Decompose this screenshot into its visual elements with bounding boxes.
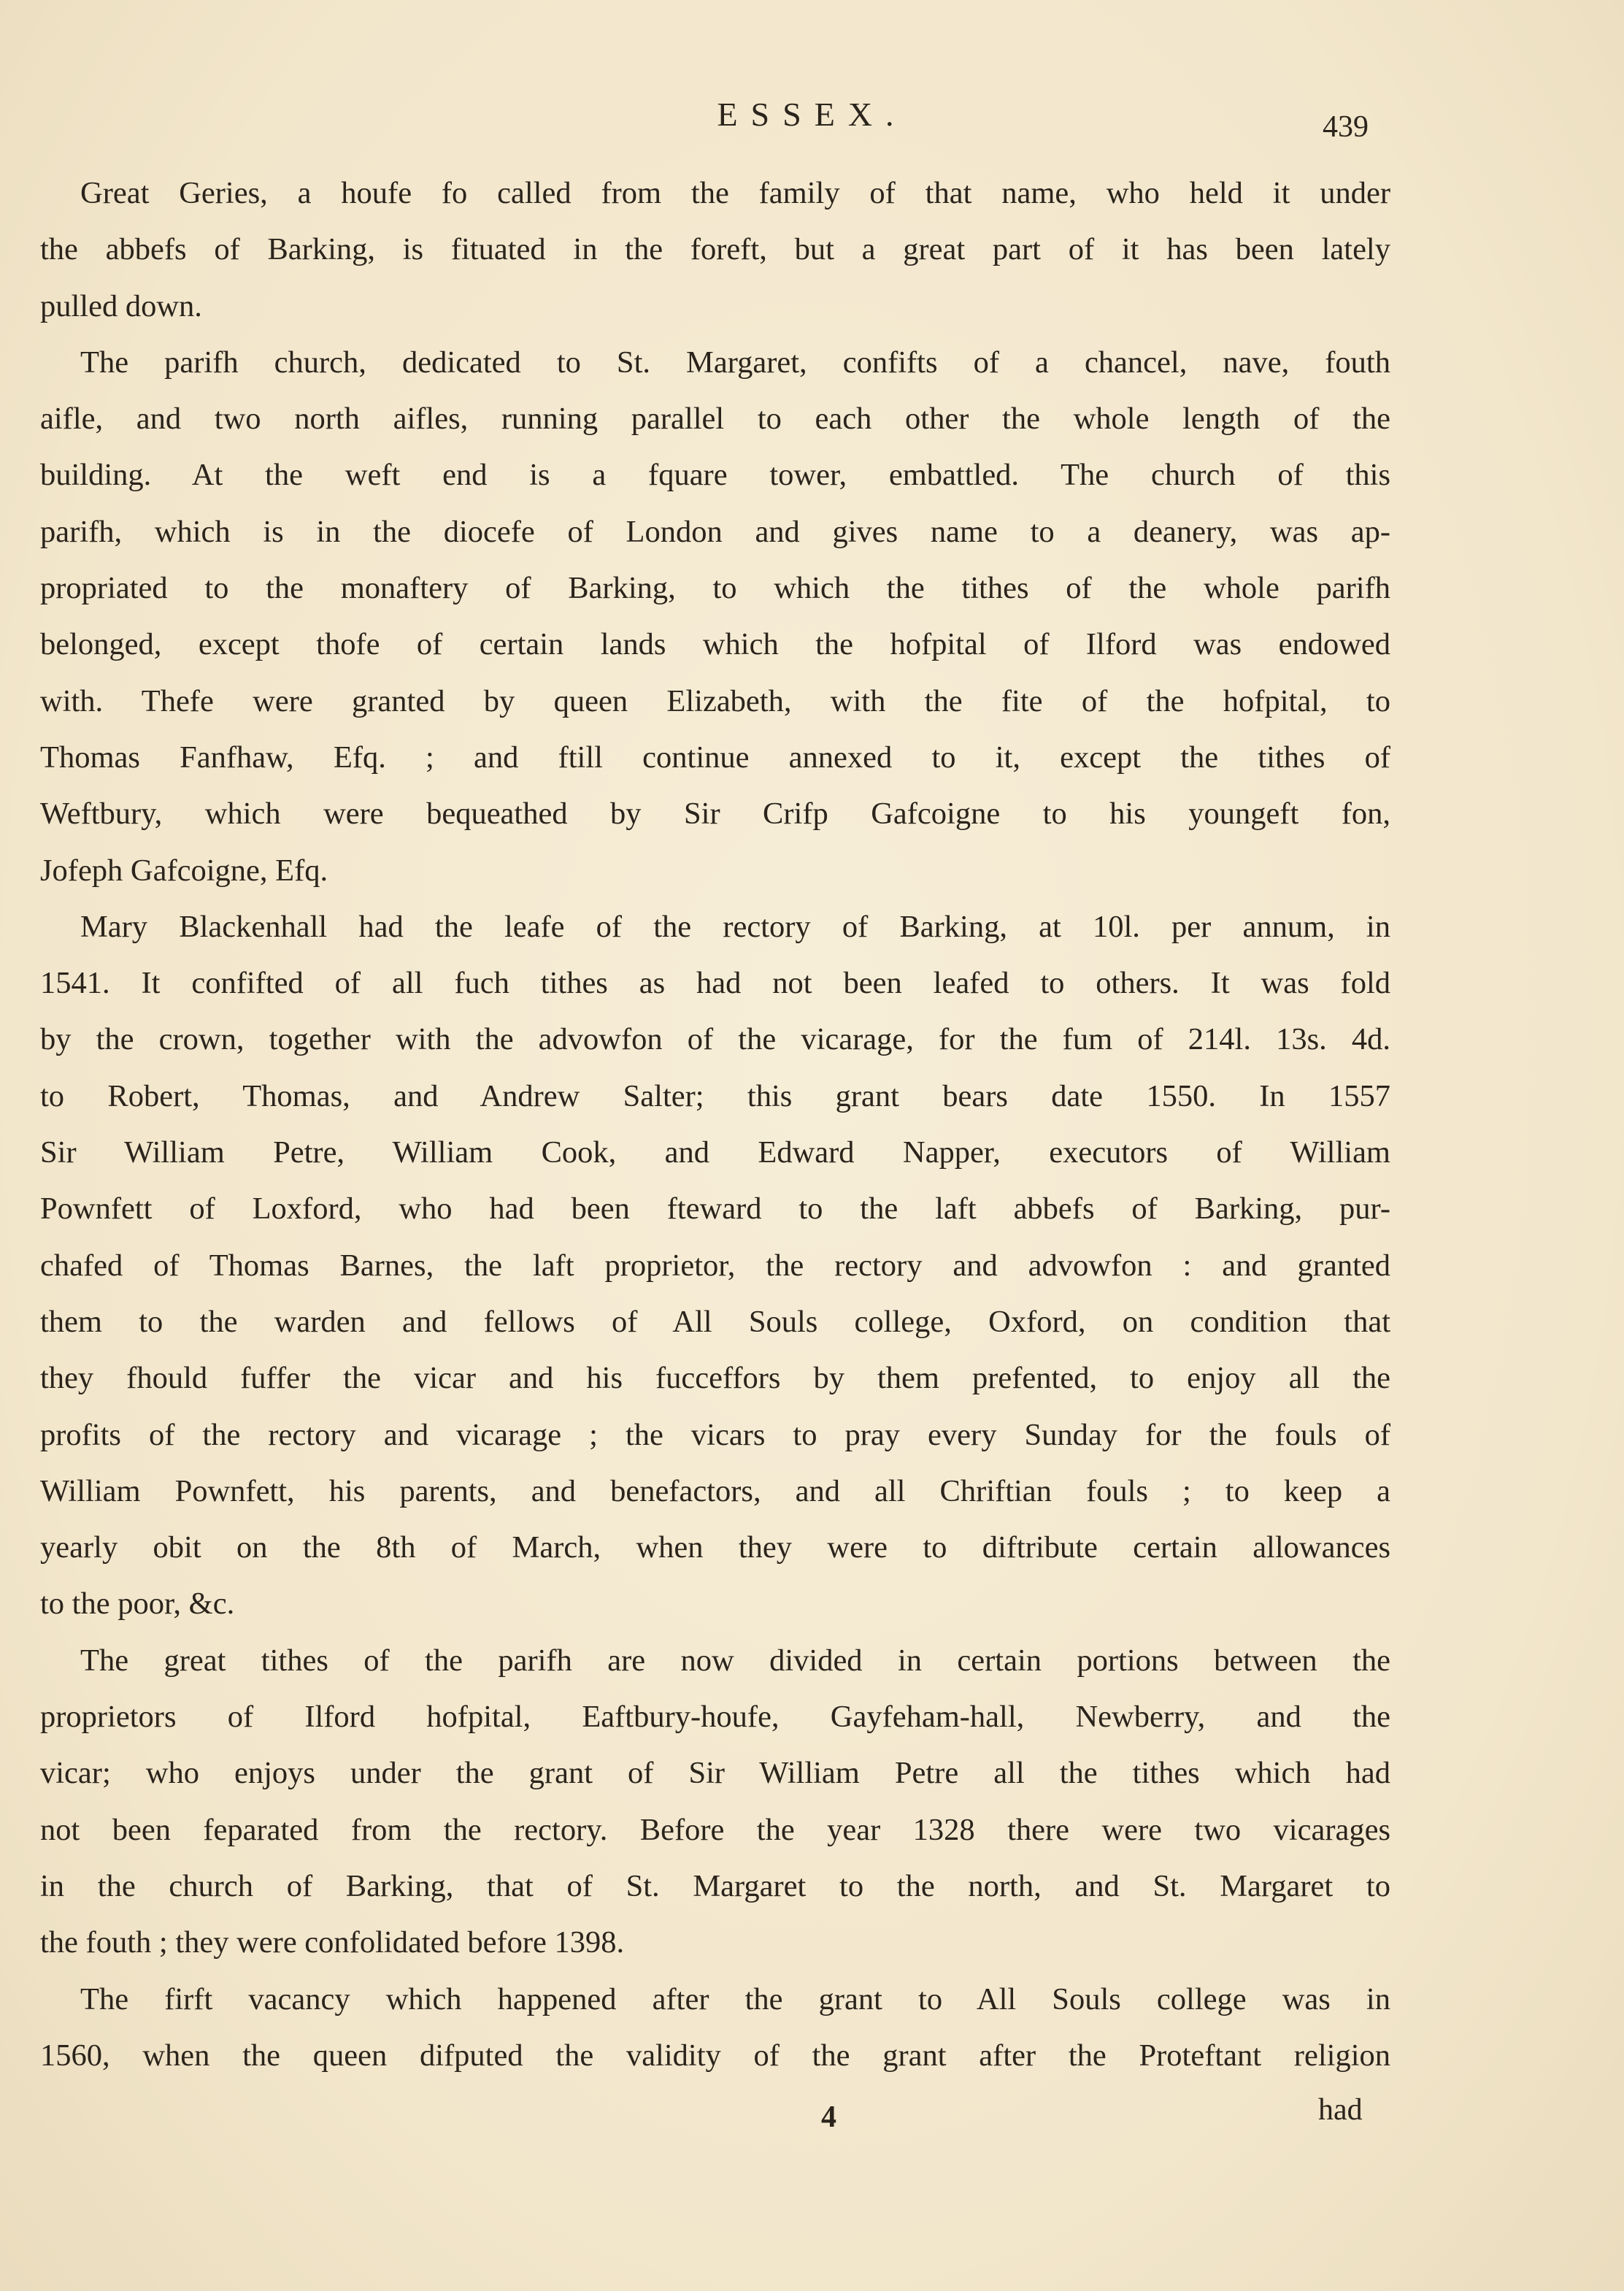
text-line: The great tithes of the parifh are now divided in certain portions between the (80, 1643, 1390, 1678)
text-line: to Robert, Thomas, and Andrew Salter; this grant bears date 1550. In 1557 (40, 1078, 1390, 1113)
text-line: Pownfett of Loxford, who had been fteward to the laft abbefs of Barking, pur- (40, 1191, 1390, 1227)
body-text (40, 165, 1390, 2084)
text-line: Mary Blackenhall had the leafe of the rectory of Barking, at 10l. per annum, in (80, 909, 1390, 944)
text-line: The parifh church, dedicated to St. Margaret, confifts of a chancel, nave, fouth (80, 345, 1390, 380)
text-line: 1560, when the queen difputed the validity of the grant after the Proteftant religion (40, 2038, 1390, 2073)
text-line: by the crown, together with the advowfon of the vicarage, for the fum of 214l. 13s. 4d. (40, 1022, 1390, 1057)
text-line: Great Geries, a houfe fo called from the family of that name, who held it under (80, 176, 1390, 210)
text-line: in the church of Barking, that of St. Margaret to the north, and St. Margaret to (40, 1868, 1390, 1903)
text-line: proprietors of Ilford hofpital, Eaftbury-houfe, Gayfeham-hall, Newberry, and the (40, 1700, 1390, 1735)
text-line: yearly obit on the 8th of March, when they were to diftribute certain allowances (40, 1530, 1390, 1565)
text-line: with. Thefe were granted by queen Elizabeth, with the fite of the hofpital, to (40, 683, 1390, 718)
text-line: William Pownfett, his parents, and benefactors, and all Chriftian fouls ; to keep a (40, 1473, 1390, 1508)
text-line: vicar; who enjoys under the grant of Sir William Petre all the tithes which had (40, 1756, 1390, 1791)
page-footer (0, 2093, 1624, 2144)
text-line: chafed of Thomas Barnes, the laft proprietor, the rectory and advowfon : and granted (40, 1248, 1390, 1283)
text-line: propriated to the monaftery of Barking, to which the tithes of the whole parifh (40, 571, 1390, 606)
signature-mark: 4 (821, 2100, 836, 2134)
running-head: ESSEX. (717, 96, 907, 133)
text-line: pulled down. (40, 288, 202, 323)
text-line: building. At the weft end is a fquare tower, embattled. The church of this (40, 458, 1390, 493)
text-line: profits of the rectory and vicarage ; the vicars to pray every Sunday for the fouls of (40, 1417, 1390, 1452)
text-line: them to the warden and fellows of All Souls college, Oxford, on condition that (40, 1304, 1390, 1339)
text-line: not been feparated from the rectory. Before the year 1328 there were two vicarages (40, 1812, 1390, 1847)
text-line: The firft vacancy which happened after the grant to All Souls college was in (80, 1981, 1390, 2016)
text-line: Thomas Fanfhaw, Efq. ; and ftill continue annexed to it, except the tithes of (40, 740, 1390, 775)
text-line: aifle, and two north aifles, running parallel to each other the whole length of the (40, 402, 1390, 437)
text-line: 1541. It confifted of all fuch tithes as had not been leafed to others. It was fold (40, 966, 1390, 1001)
page-number: 439 (1323, 110, 1369, 144)
catchword: had (1318, 2093, 1363, 2127)
text-line: they fhould fuffer the vicar and his fucceffors by them prefented, to enjoy all the (40, 1361, 1390, 1396)
text-line: the abbefs of Barking, is fituated in the foreft, but a great part of it has been lately (40, 232, 1390, 267)
text-line: parifh, which is in the diocefe of London and gives name to a deanery, was ap- (40, 514, 1390, 549)
text-line: Jofeph Gafcoigne, Efq. (40, 853, 328, 888)
text-line: the fouth ; they were confolidated before 1398. (40, 1925, 625, 1960)
text-line: Weftbury, which were bequeathed by Sir Crifp Gafcoigne to his youngeft fon, (40, 797, 1390, 832)
text-line: Sir William Petre, William Cook, and Edward Napper, executors of William (40, 1135, 1390, 1170)
text-line: belonged, except thofe of certain lands which the hofpital of Ilford was endowed (40, 627, 1390, 662)
text-line: to the poor, &c. (40, 1586, 235, 1622)
